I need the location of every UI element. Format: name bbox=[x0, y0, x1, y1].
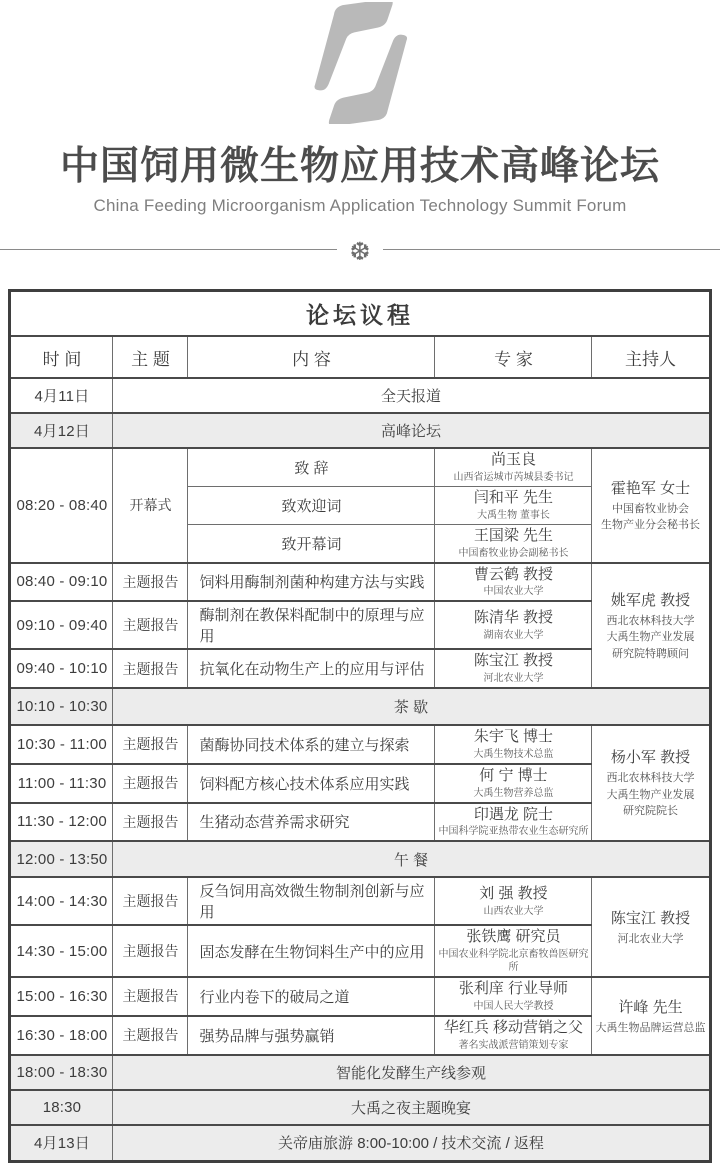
cell-topic: 主题报告 bbox=[113, 977, 188, 1016]
host-name: 姚军虎 教授 bbox=[610, 591, 691, 609]
cell-host bbox=[592, 563, 710, 689]
host-affiliation bbox=[595, 501, 705, 534]
cell-content: 致开幕词 bbox=[188, 524, 435, 562]
cell-time: 15:00 - 16:30 bbox=[10, 977, 113, 1016]
cell-time: 12:00 - 13:50 bbox=[10, 841, 113, 877]
cell-time: 08:40 - 09:10 bbox=[10, 563, 113, 602]
cell-topic: 开幕式 bbox=[113, 448, 188, 562]
cell-content: 生猪动态营养需求研究 bbox=[188, 803, 435, 842]
expert-name: 曹云鹤 教授 bbox=[473, 565, 554, 583]
expert-name: 尚玉良 bbox=[490, 451, 536, 469]
cell-content: 酶制剂在教保料配制中的原理与应用 bbox=[188, 601, 435, 649]
cell-expert bbox=[435, 649, 592, 688]
page-subtitle: China Feeding Microorganism Application Technology Summit Forum bbox=[93, 195, 627, 215]
row-apr13 bbox=[10, 1125, 710, 1162]
column-header-row bbox=[10, 336, 710, 378]
cell-time: 18:00 - 18:30 bbox=[10, 1055, 113, 1090]
cell-expert bbox=[435, 487, 592, 525]
cell-activity: 智能化发酵生产线参观 bbox=[113, 1055, 710, 1090]
cell-content: 强势品牌与强势赢销 bbox=[188, 1016, 435, 1055]
cell-expert bbox=[435, 725, 592, 764]
snowflake-icon: ❆ bbox=[349, 237, 371, 266]
row-tea-break bbox=[10, 688, 710, 725]
host-affiliation-line: 西北农林科技大学 bbox=[606, 772, 695, 785]
cell-expert bbox=[435, 524, 592, 562]
cell-expert bbox=[435, 1016, 592, 1055]
host-affiliation-line: 研究院特聘顾问 bbox=[611, 647, 689, 660]
host-name: 许峰 先生 bbox=[618, 998, 683, 1016]
cell-time: 11:30 - 12:00 bbox=[10, 803, 113, 842]
host-affiliation bbox=[595, 931, 705, 948]
expert-affiliation: 山西农业大学 bbox=[483, 905, 544, 917]
row-talk bbox=[10, 977, 710, 1016]
cell-host bbox=[592, 877, 710, 977]
divider-line-left bbox=[0, 249, 337, 250]
cell-activity: 午 餐 bbox=[113, 841, 710, 877]
page-header bbox=[0, 0, 720, 266]
expert-name: 朱宇飞 博士 bbox=[473, 728, 554, 746]
cell-content: 饲料用酶制剂菌种构建方法与实践 bbox=[188, 563, 435, 602]
expert-affiliation: 河北农业大学 bbox=[483, 673, 544, 685]
host-name: 杨小军 教授 bbox=[610, 749, 691, 767]
expert-name: 何 宁 博士 bbox=[479, 766, 548, 784]
cell-time: 09:40 - 10:10 bbox=[10, 649, 113, 688]
expert-name: 陈宝江 教授 bbox=[473, 652, 554, 670]
cell-content: 饲料配方核心技术体系应用实践 bbox=[188, 764, 435, 803]
cell-topic: 主题报告 bbox=[113, 877, 188, 925]
cell-content: 抗氧化在动物生产上的应用与评估 bbox=[188, 649, 435, 688]
cell-time: 14:00 - 14:30 bbox=[10, 877, 113, 925]
cell-topic: 主题报告 bbox=[113, 649, 188, 688]
cell-content: 固态发酵在生物饲料生产中的应用 bbox=[188, 925, 435, 977]
expert-affiliation: 山西省运城市芮城县委书记 bbox=[453, 472, 574, 484]
row-talk bbox=[10, 725, 710, 764]
cell-time: 16:30 - 18:00 bbox=[10, 1016, 113, 1055]
col-header-expert: 专 家 bbox=[435, 336, 592, 378]
host-affiliation-line: 河北农业大学 bbox=[617, 932, 684, 945]
expert-affiliation: 湖南农业大学 bbox=[483, 629, 544, 641]
row-opening-1 bbox=[10, 448, 710, 486]
expert-name: 王国梁 先生 bbox=[473, 526, 554, 544]
cell-time: 10:10 - 10:30 bbox=[10, 688, 113, 725]
cell-activity: 大禹之夜主题晚宴 bbox=[113, 1090, 710, 1125]
expert-affiliation: 中国畜牧业协会副秘书长 bbox=[458, 547, 569, 559]
host-affiliation-line: 大禹生物品牌运营总监 bbox=[595, 1021, 706, 1034]
expert-affiliation: 中国人民大学教授 bbox=[473, 1000, 554, 1012]
col-header-time: 时 间 bbox=[10, 336, 113, 378]
row-lunch bbox=[10, 841, 710, 877]
cell-expert bbox=[435, 764, 592, 803]
host-affiliation-line: 中国畜牧业协会 bbox=[611, 502, 689, 515]
cell-expert bbox=[435, 448, 592, 486]
expert-name: 刘 强 教授 bbox=[479, 884, 548, 902]
cell-time: 4月13日 bbox=[10, 1125, 113, 1162]
expert-name: 华红兵 移动营销之父 bbox=[443, 1018, 584, 1036]
host-affiliation-line: 生物产业分会秘书长 bbox=[600, 519, 700, 532]
cell-expert bbox=[435, 803, 592, 842]
page-title: 中国饲用微生物应用技术高峰论坛 bbox=[59, 145, 660, 188]
cell-expert bbox=[435, 925, 592, 977]
host-name: 陈宝江 教授 bbox=[610, 909, 691, 927]
row-apr12 bbox=[10, 413, 710, 448]
cell-host bbox=[592, 448, 710, 562]
expert-name: 张利庠 行业导师 bbox=[458, 980, 569, 998]
agenda-table bbox=[8, 289, 711, 1163]
col-header-topic: 主 题 bbox=[113, 336, 188, 378]
cell-topic: 主题报告 bbox=[113, 764, 188, 803]
divider-line-right bbox=[383, 249, 720, 250]
host-affiliation bbox=[595, 770, 705, 820]
cell-expert bbox=[435, 601, 592, 649]
cell-content: 菌酶协同技术体系的建立与探索 bbox=[188, 725, 435, 764]
expert-name: 陈清华 教授 bbox=[473, 608, 554, 626]
cell-topic: 主题报告 bbox=[113, 925, 188, 977]
row-tour bbox=[10, 1055, 710, 1090]
cell-activity: 茶 歇 bbox=[113, 688, 710, 725]
host-affiliation-line: 大禹生物产业发展 bbox=[606, 631, 695, 644]
cell-topic: 主题报告 bbox=[113, 803, 188, 842]
cell-content: 反刍饲用高效微生物制剂创新与应用 bbox=[188, 877, 435, 925]
cell-expert bbox=[435, 877, 592, 925]
host-name: 霍艳军 女士 bbox=[610, 479, 691, 497]
expert-affiliation: 中国农业大学 bbox=[483, 586, 544, 598]
cell-activity: 全天报道 bbox=[113, 378, 710, 413]
row-dinner bbox=[10, 1090, 710, 1125]
cell-time: 08:20 - 08:40 bbox=[10, 448, 113, 562]
cell-topic: 主题报告 bbox=[113, 601, 188, 649]
col-header-host: 主持人 bbox=[592, 336, 710, 378]
row-talk bbox=[10, 877, 710, 925]
cell-activity: 关帝庙旅游 8:00-10:00 / 技术交流 / 返程 bbox=[113, 1125, 710, 1162]
col-header-content: 内 容 bbox=[188, 336, 435, 378]
host-affiliation bbox=[595, 1020, 705, 1037]
cell-time: 18:30 bbox=[10, 1090, 113, 1125]
cell-topic: 主题报告 bbox=[113, 563, 188, 602]
host-affiliation-line: 西北农林科技大学 bbox=[606, 614, 695, 627]
cell-content: 致欢迎词 bbox=[188, 487, 435, 525]
expert-affiliation: 中国农业科学院北京畜牧兽医研究所 bbox=[438, 949, 589, 974]
row-talk bbox=[10, 563, 710, 602]
cell-host bbox=[592, 725, 710, 841]
cell-topic: 主题报告 bbox=[113, 725, 188, 764]
expert-affiliation: 大禹生物技术总监 bbox=[473, 748, 554, 760]
logo-wrap bbox=[0, 0, 720, 129]
dayu-bio-logo-icon bbox=[294, 2, 426, 124]
cell-time: 4月12日 bbox=[10, 413, 113, 448]
cell-time: 4月11日 bbox=[10, 378, 113, 413]
cell-activity: 高峰论坛 bbox=[113, 413, 710, 448]
expert-name: 闫和平 先生 bbox=[473, 489, 554, 507]
expert-name: 印遇龙 院士 bbox=[473, 805, 554, 823]
cell-content: 致 辞 bbox=[188, 448, 435, 486]
decorative-divider bbox=[0, 237, 720, 266]
expert-affiliation: 大禹生物营养总监 bbox=[473, 787, 554, 799]
host-affiliation-line: 大禹生物产业发展 bbox=[606, 788, 695, 801]
cell-time: 09:10 - 09:40 bbox=[10, 601, 113, 649]
agenda-title: 论坛议程 bbox=[10, 290, 710, 336]
host-affiliation-line: 研究院院长 bbox=[622, 805, 678, 818]
cell-topic: 主题报告 bbox=[113, 1016, 188, 1055]
expert-name: 张铁鹰 研究员 bbox=[466, 928, 561, 946]
row-apr11 bbox=[10, 378, 710, 413]
cell-expert bbox=[435, 563, 592, 602]
host-affiliation bbox=[595, 613, 705, 663]
cell-content: 行业内卷下的破局之道 bbox=[188, 977, 435, 1016]
expert-affiliation: 中国科学院亚热带农业生态研究所 bbox=[438, 826, 589, 838]
expert-affiliation: 著名实战派营销策划专家 bbox=[458, 1039, 569, 1051]
cell-time: 11:00 - 11:30 bbox=[10, 764, 113, 803]
expert-affiliation: 大禹生物 董事长 bbox=[477, 509, 550, 521]
cell-host bbox=[592, 977, 710, 1055]
cell-expert bbox=[435, 977, 592, 1016]
cell-time: 10:30 - 11:00 bbox=[10, 725, 113, 764]
cell-time: 14:30 - 15:00 bbox=[10, 925, 113, 977]
